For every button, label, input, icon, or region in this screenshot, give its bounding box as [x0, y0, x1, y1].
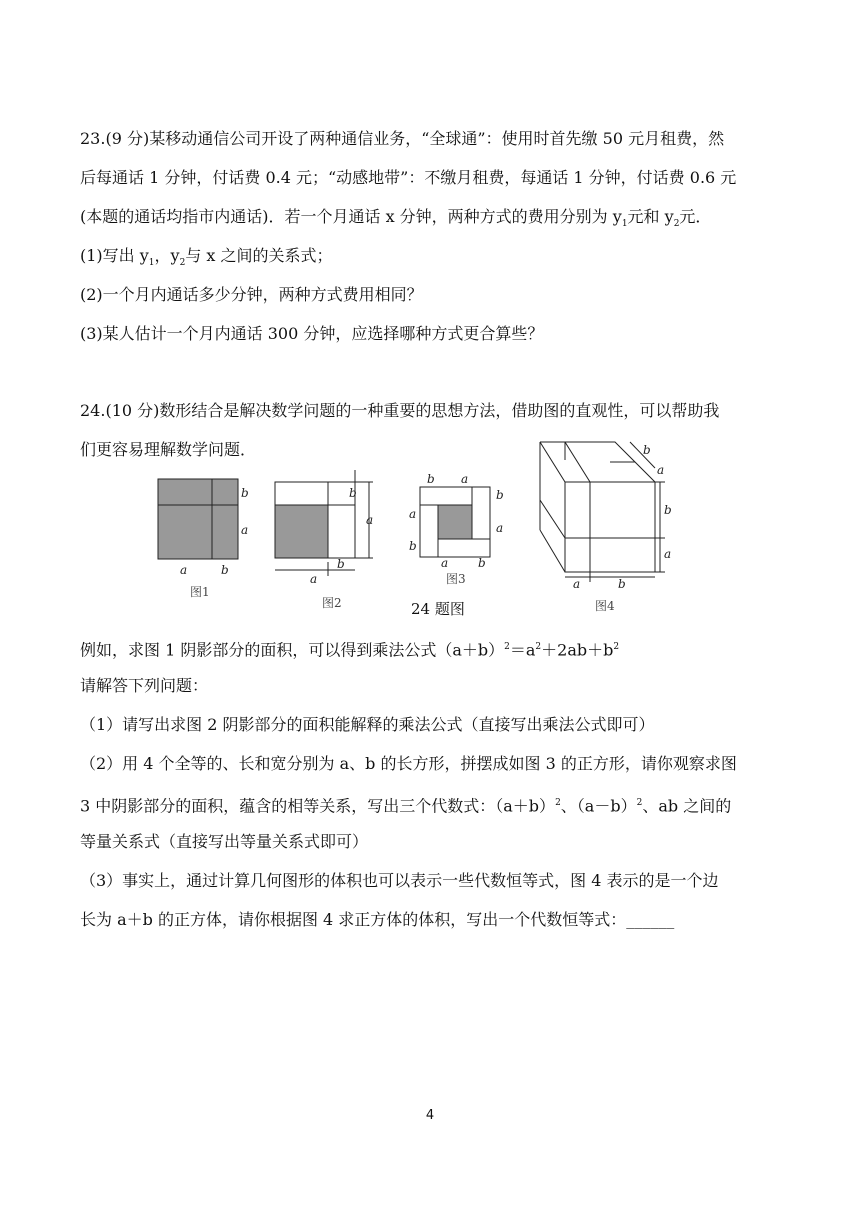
page-number: 4 — [425, 1108, 435, 1123]
q24-part-2-line-1: （2）用 4 个全等的、长和宽分别为 a、b 的长方形，拼摆成如图 3 的正方形，请你观察求图 — [80, 754, 737, 773]
svg-text:a: a — [496, 521, 504, 535]
q23-part-3: (3)某人估计一个月内通话 300 分钟，应选择哪种方式更合算些？ — [80, 324, 544, 343]
q23-part-2: (2)一个月内通话多少分钟，两种方式费用相同？ — [80, 285, 423, 304]
svg-text:b: b — [221, 563, 229, 577]
svg-text:a: a — [664, 547, 672, 561]
fig3-caption: 图3 — [446, 572, 466, 586]
svg-text:b: b — [618, 577, 626, 591]
q24-part-3-line-1: （3）事实上，通过计算几何图形的体积也可以表示一些代数恒等式，图 4 表示的是一个边 — [80, 871, 719, 890]
q23-part-1: (1)写出 $y_1$，$y_2$与 x 之间的关系式； — [80, 246, 333, 269]
svg-text:a: a — [310, 572, 318, 586]
q24-figure — [145, 440, 685, 620]
q23-line-3: (本题的通话均指市内通话)．若一个月通话 x 分钟，两种方式的费用分别为 $y_1$元和 $y_2$元． — [80, 207, 712, 230]
svg-text:a: a — [241, 523, 249, 537]
q24-part-2-line-2: 3 中阴影部分的面积，蕴含的相等关系，写出三个代数式：$(a+b)^2$、$(a-b)^2$、ab 之间的 — [80, 796, 732, 816]
svg-text:b: b — [349, 486, 357, 500]
svg-text:a: a — [366, 513, 374, 527]
svg-text:b: b — [664, 503, 672, 517]
q23-line-2: 后每通话 1 分钟，付话费 0.4 元；“动感地带”：不缴月租费，每通话 1 分钟，付话费 0.6 元 — [80, 168, 737, 187]
q24-part-1: （1）请写出求图 2 阴影部分的面积能解释的乘法公式（直接写出乘法公式即可） — [80, 715, 655, 734]
figure-caption: 24 题图 — [411, 600, 465, 618]
q24-intro: 请解答下列问题： — [80, 676, 209, 695]
figure-1 — [158, 479, 249, 599]
svg-text:a: a — [441, 556, 449, 570]
fig4-caption: 图4 — [595, 599, 615, 613]
fig2-caption: 图2 — [322, 596, 342, 610]
svg-text:b: b — [478, 556, 486, 570]
figure-2 — [275, 470, 373, 610]
svg-text:a: a — [573, 577, 581, 591]
svg-text:a: a — [461, 472, 469, 486]
svg-text:b: b — [643, 443, 651, 457]
svg-text:a: a — [180, 563, 188, 577]
q24-part-3-line-2: 长为 a＋b 的正方体，请你根据图 4 求正方体的体积，写出一个代数恒等式：______ — [80, 910, 675, 929]
svg-text:a: a — [657, 463, 665, 477]
svg-text:b: b — [427, 472, 435, 486]
q23-line-1: 23.(9 分)某移动通信公司开设了两种通信业务，“全球通”：使用时首先缴 50 元月租费，然 — [80, 129, 725, 148]
q24-line-1: 24.(10 分)数形结合是解决数学问题的一种重要的思想方法，借助图的直观性，可以帮助我 — [80, 401, 720, 420]
svg-text:b: b — [337, 557, 345, 571]
q24-part-2-line-3: 等量关系式（直接写出等量关系式即可） — [80, 832, 369, 851]
svg-text:b: b — [241, 486, 249, 500]
svg-text:b: b — [409, 539, 417, 553]
svg-text:b: b — [496, 488, 504, 502]
fig1-caption: 图1 — [190, 585, 210, 599]
svg-text:a: a — [409, 507, 417, 521]
q24-line-2: 们更容易理解数学问题． — [80, 440, 257, 459]
figure-3 — [409, 472, 504, 586]
figure-4 — [540, 442, 665, 582]
q24-example: 例如，求图 1 阴影部分的面积，可以得到乘法公式$(a+b)^2=a^2+2ab+b^2$ — [80, 640, 620, 660]
